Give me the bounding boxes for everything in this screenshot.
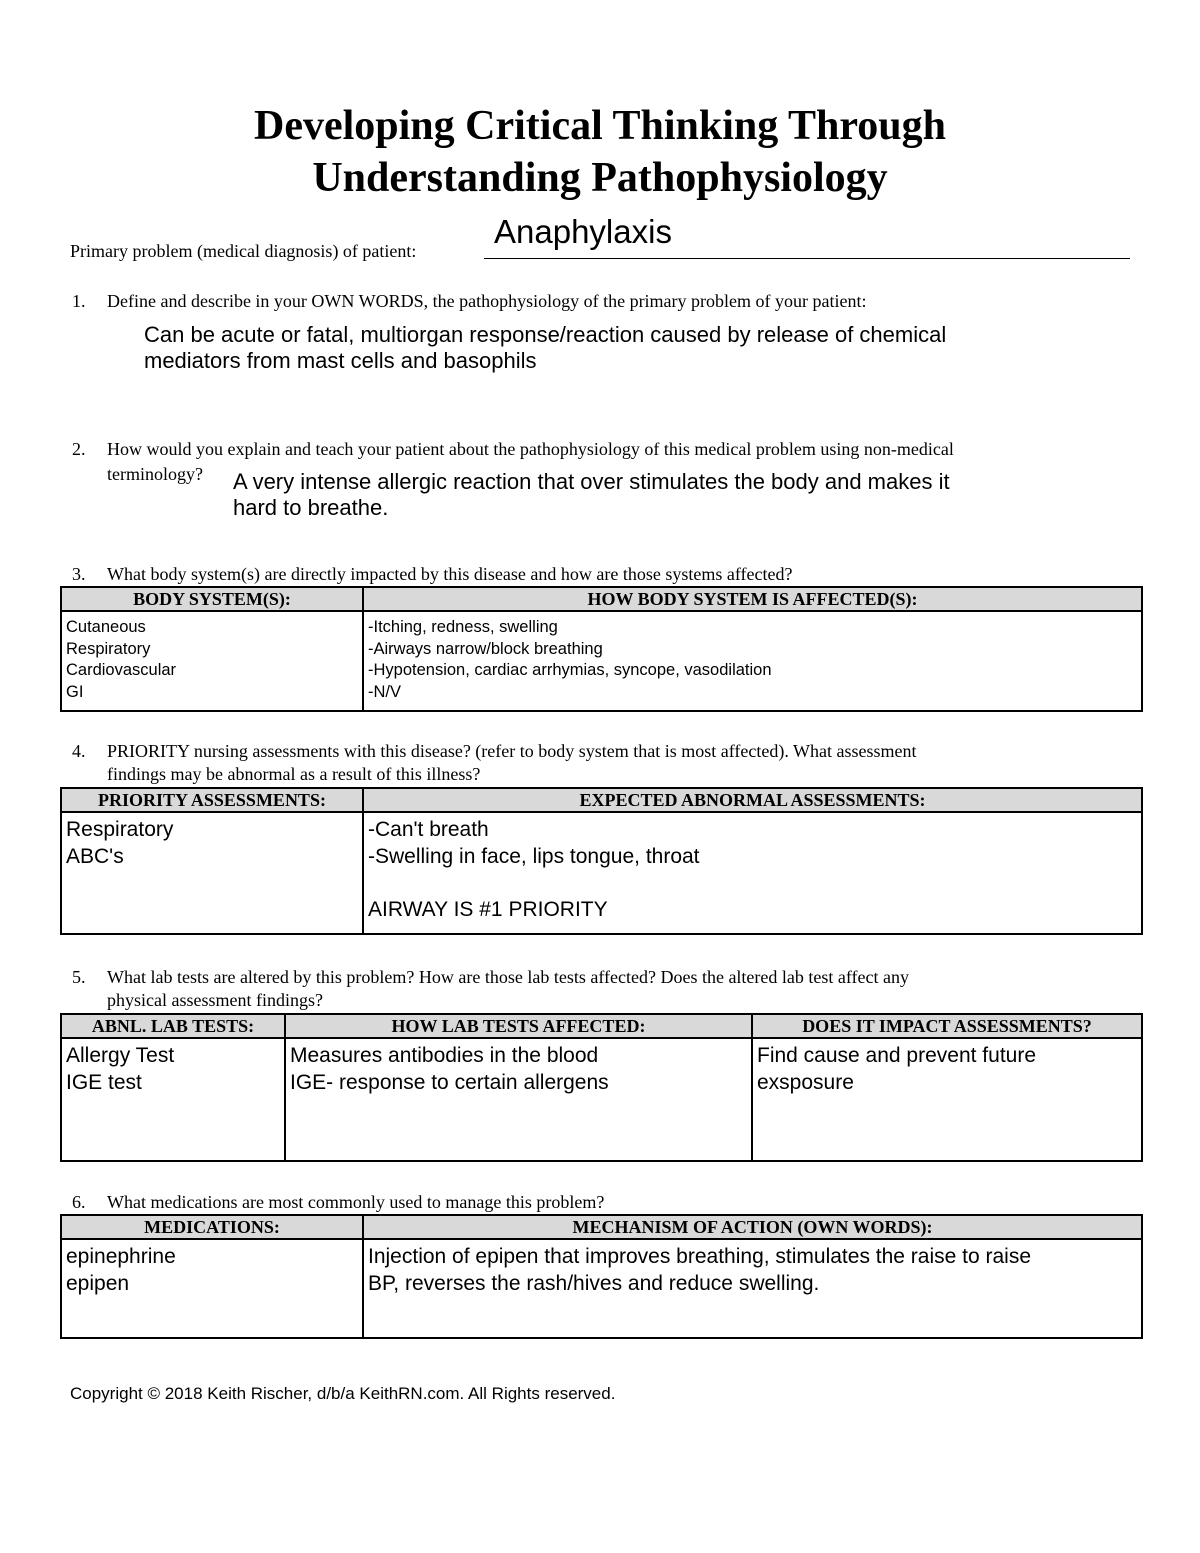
question-2-number: 2. bbox=[72, 439, 86, 459]
primary-problem-label: Primary problem (medical diagnosis) of patient: bbox=[70, 241, 417, 261]
question-4-text-line-1: PRIORITY nursing assessments with this disease? (refer to body system that is most affected). What assessment bbox=[107, 741, 917, 761]
list-item: Cardiovascular bbox=[66, 661, 177, 679]
table-header-body-systems: BODY SYSTEM(S): bbox=[61, 587, 363, 611]
list-item bbox=[368, 870, 1137, 897]
list-item: AIRWAY IS #1 PRIORITY bbox=[368, 897, 608, 921]
table-row bbox=[61, 1038, 1142, 1161]
medications-table bbox=[60, 1214, 1143, 1339]
question-5-text-line-2: physical assessment findings? bbox=[107, 990, 323, 1010]
list-item: Find cause and prevent future bbox=[757, 1044, 1037, 1067]
list-item: -N/V bbox=[368, 682, 401, 701]
priority-assessments-table bbox=[60, 787, 1143, 935]
list-item: Measures antibodies in the blood bbox=[290, 1044, 599, 1067]
question-5-text-line-1: What lab tests are altered by this problem? How are those lab tests affected? Does the altered lab test affect any bbox=[107, 967, 910, 987]
table-header-row bbox=[61, 788, 1142, 812]
lab-tests-cell[interactable] bbox=[61, 1038, 285, 1161]
list-item: -Can't breath bbox=[368, 818, 489, 841]
question-6-number: 6. bbox=[72, 1192, 86, 1212]
list-item: -Itching, redness, swelling bbox=[368, 618, 558, 636]
list-item: Respiratory bbox=[66, 818, 174, 841]
question-1-answer[interactable] bbox=[144, 322, 946, 374]
question-2-answer-line-2: hard to breathe. bbox=[233, 495, 389, 520]
question-1-answer-line-1: Can be acute or fatal, multiorgan response/reaction caused by release of chemical bbox=[144, 322, 947, 347]
priority-assessments-cell[interactable] bbox=[61, 812, 363, 934]
page-title bbox=[0, 100, 1200, 204]
question-2-text-line-1: How would you explain and teach your patient about the pathophysiology of this medical problem using non-medical bbox=[107, 439, 954, 459]
title-line-2: Understanding Pathophysiology bbox=[312, 155, 888, 201]
how-affected-cell[interactable] bbox=[363, 611, 1142, 711]
list-item: epinephrine bbox=[66, 1245, 176, 1268]
list-item: -Swelling in face, lips tongue, throat bbox=[368, 844, 700, 868]
question-2-answer[interactable] bbox=[233, 469, 950, 521]
question-2-text-line-2: terminology? bbox=[107, 464, 203, 484]
table-row bbox=[61, 812, 1142, 934]
list-item: -Airways narrow/block breathing bbox=[368, 639, 603, 658]
question-2-answer-line-1: A very intense allergic reaction that over stimulates the body and makes it bbox=[233, 469, 950, 494]
list-item: exsposure bbox=[757, 1070, 854, 1094]
question-4-number: 4. bbox=[72, 741, 86, 761]
expected-abnormal-cell[interactable] bbox=[363, 812, 1142, 934]
table-header-mechanism-of-action: MECHANISM OF ACTION (OWN WORDS): bbox=[363, 1215, 1142, 1239]
list-item: BP, reverses the rash/hives and reduce swelling. bbox=[368, 1271, 820, 1295]
question-1-text: Define and describe in your OWN WORDS, the pathophysiology of the primary problem of your patient: bbox=[107, 291, 867, 311]
list-item: IGE- response to certain allergens bbox=[290, 1070, 609, 1094]
list-item: Respiratory bbox=[66, 639, 151, 658]
body-systems-cell[interactable] bbox=[61, 611, 363, 711]
copyright-notice: Copyright © 2018 Keith Rischer, d/b/a KeithRN.com. All Rights reserved. bbox=[70, 1384, 616, 1403]
table-header-how-lab-tests-affected: HOW LAB TESTS AFFECTED: bbox=[285, 1014, 752, 1038]
list-item: ABC's bbox=[66, 844, 124, 868]
table-header-expected-abnormal: EXPECTED ABNORMAL ASSESSMENTS: bbox=[363, 788, 1142, 812]
list-item: GI bbox=[66, 682, 84, 701]
list-item: -Hypotension, cardiac arrhymias, syncope, vasodilation bbox=[368, 661, 772, 679]
question-6-text: What medications are most commonly used to manage this problem? bbox=[107, 1192, 605, 1212]
table-header-how-affected: HOW BODY SYSTEM IS AFFECTED(S): bbox=[363, 587, 1142, 611]
table-header-row bbox=[61, 587, 1142, 611]
list-item: Allergy Test bbox=[66, 1044, 175, 1067]
table-row bbox=[61, 611, 1142, 711]
question-1-answer-line-2: mediators from mast cells and basophils bbox=[144, 348, 537, 373]
table-header-medications: MEDICATIONS: bbox=[61, 1215, 363, 1239]
impact-assessments-cell[interactable] bbox=[752, 1038, 1142, 1161]
list-item: IGE test bbox=[66, 1070, 142, 1094]
question-4-text-line-2: findings may be abnormal as a result of this illness? bbox=[107, 764, 481, 784]
table-header-row bbox=[61, 1215, 1142, 1239]
table-header-row bbox=[61, 1014, 1142, 1038]
table-header-lab-tests: ABNL. LAB TESTS: bbox=[61, 1014, 285, 1038]
table-header-impact-assessments: DOES IT IMPACT ASSESSMENTS? bbox=[752, 1014, 1142, 1038]
body-systems-table bbox=[60, 586, 1143, 712]
question-3-number: 3. bbox=[72, 564, 86, 584]
mechanism-of-action-cell[interactable] bbox=[363, 1239, 1142, 1338]
question-5-number: 5. bbox=[72, 967, 86, 987]
list-item: Injection of epipen that improves breathing, stimulates the raise to raise bbox=[368, 1245, 1032, 1268]
title-line-1: Developing Critical Thinking Through bbox=[253, 103, 946, 149]
question-3-text: What body system(s) are directly impacted by this disease and how are those systems affected? bbox=[107, 564, 793, 584]
lab-tests-table bbox=[60, 1013, 1143, 1162]
table-header-priority-assessments: PRIORITY ASSESSMENTS: bbox=[61, 788, 363, 812]
list-item: Cutaneous bbox=[66, 618, 146, 636]
primary-problem-value[interactable]: Anaphylaxis bbox=[494, 213, 672, 250]
question-1-number: 1. bbox=[72, 291, 86, 311]
list-item: epipen bbox=[66, 1271, 130, 1295]
how-lab-tests-affected-cell[interactable] bbox=[285, 1038, 752, 1161]
table-row bbox=[61, 1239, 1142, 1338]
medications-cell[interactable] bbox=[61, 1239, 363, 1338]
